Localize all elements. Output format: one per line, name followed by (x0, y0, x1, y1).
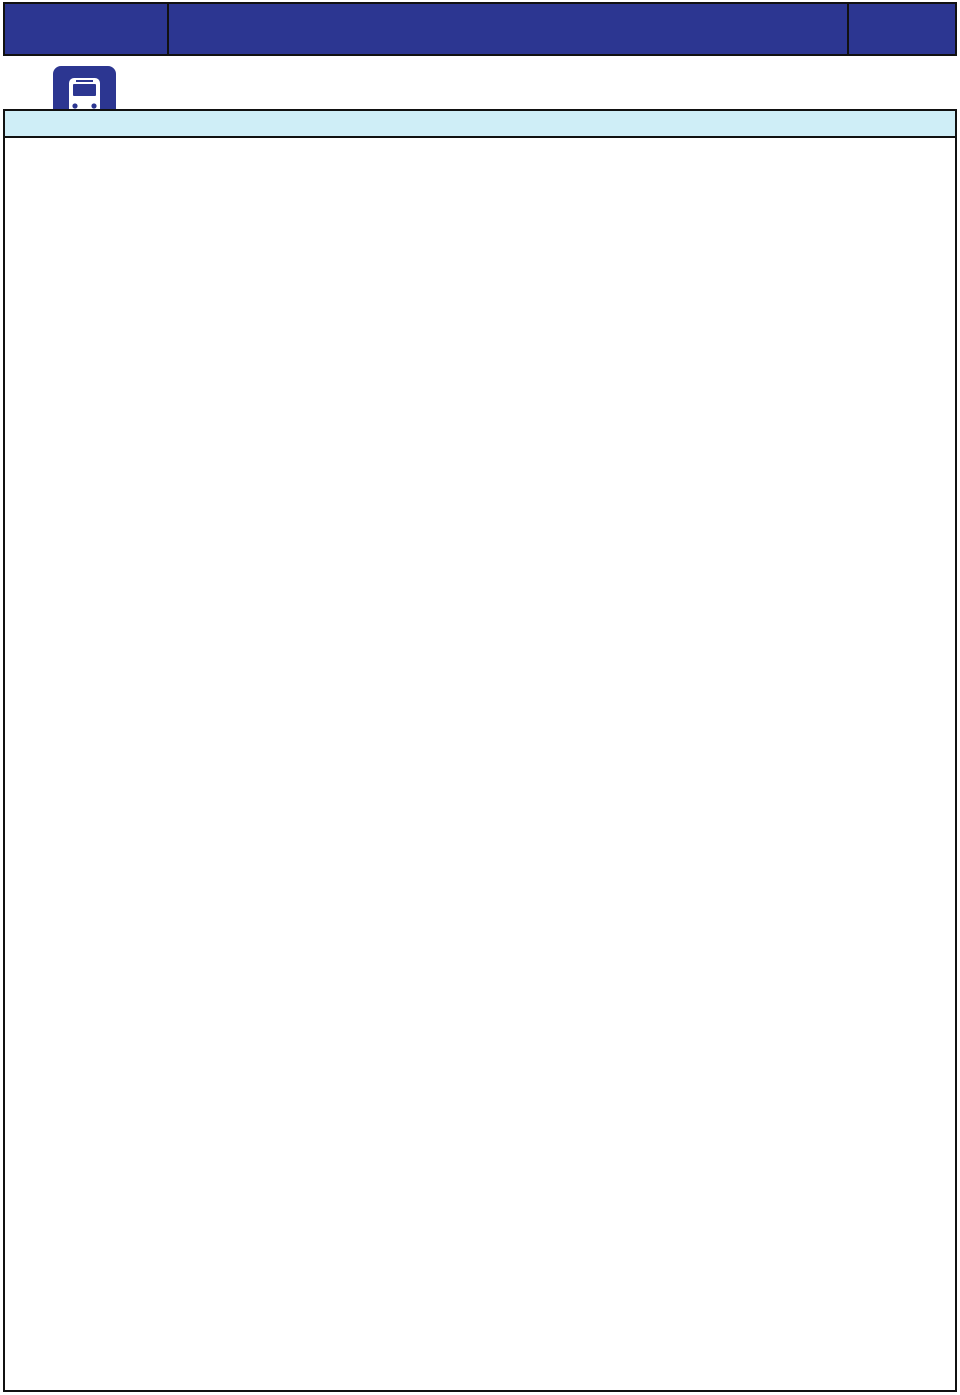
table-header (3, 2, 957, 56)
header-last-departure (849, 4, 955, 54)
header-line (5, 4, 169, 54)
header-destination (169, 4, 849, 54)
departure-table (3, 109, 957, 1392)
section-title (5, 111, 955, 138)
